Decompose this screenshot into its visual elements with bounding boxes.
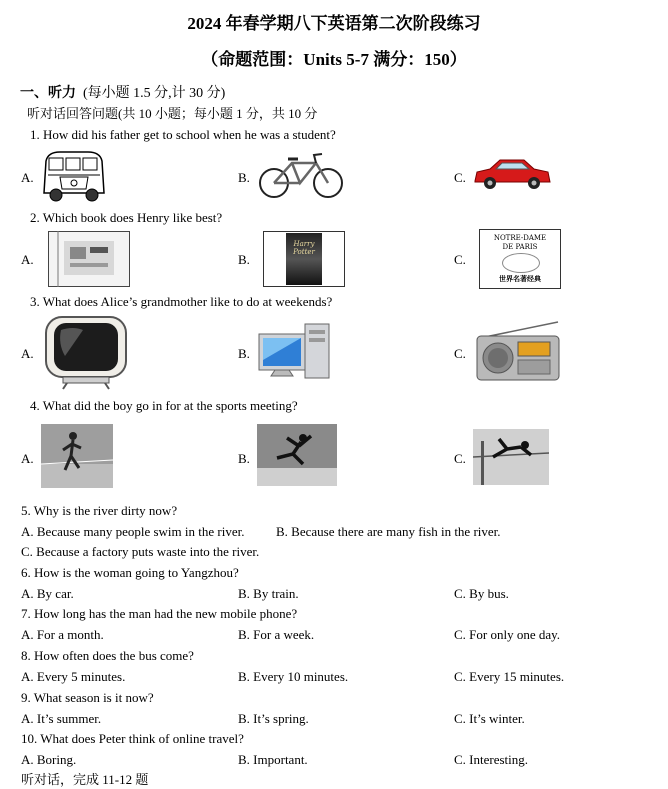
option-4c: C.	[454, 451, 466, 466]
question-2: 2. Which book does Henry like best?	[30, 210, 223, 225]
page-title: 2024 年春学期八下英语第二次阶段练习	[187, 14, 481, 33]
running-photo	[41, 424, 113, 488]
television-icon	[43, 314, 129, 390]
car-icon	[472, 155, 552, 193]
bicycle-icon	[256, 151, 348, 199]
section-note: (每小题 1.5 分,计 30 分)	[83, 86, 226, 101]
option-10c: C. Interesting.	[454, 752, 529, 767]
bus-icon	[40, 149, 108, 203]
question-8: 8. How often does the bus come?	[21, 648, 194, 663]
option-8c: C. Every 15 minutes.	[454, 669, 565, 684]
option-7c: C. For only one day.	[454, 627, 561, 642]
question-5: 5. Why is the river dirty now?	[21, 503, 178, 518]
question-3: 3. What does Alice’s grandmother like to do at weekends?	[30, 294, 333, 309]
book-cover-notre-dame	[479, 229, 561, 289]
harry-potter-title: Harry Potter	[293, 240, 315, 256]
next-section-instructions: 听对话，完成 11-12 题	[21, 772, 149, 787]
page-subtitle: （命题范围：Units 5-7 满分：150）	[201, 50, 467, 69]
option-5b: B. Because there are many fish in the river.	[276, 524, 501, 539]
question-4: 4. What did the boy go in for at the sports meeting?	[30, 398, 298, 413]
option-9c: C. It’s winter.	[454, 711, 525, 726]
option-8b: B. Every 10 minutes.	[238, 669, 349, 684]
option-6a: A. By car.	[21, 586, 74, 601]
book-cover-harry-potter	[263, 231, 345, 287]
option-1c: C.	[454, 170, 466, 185]
question-7: 7. How long has the man had the new mobile phone?	[21, 606, 298, 621]
option-9b: B. It’s spring.	[238, 711, 309, 726]
question-6: 6. How is the woman going to Yangzhou?	[21, 565, 239, 580]
option-3b: B.	[238, 346, 250, 361]
option-1b: B.	[238, 170, 250, 185]
section-title: 一、听力	[20, 86, 76, 101]
radio-icon	[474, 320, 562, 382]
notre-dame-line3: 世界名著经典	[499, 275, 541, 283]
computer-icon	[257, 320, 333, 382]
option-1a: A.	[21, 170, 34, 185]
question-9: 9. What season is it now?	[21, 690, 154, 705]
option-7a: A. For a month.	[21, 627, 104, 642]
section-heading	[20, 86, 225, 102]
option-9a: A. It’s summer.	[21, 711, 102, 726]
option-10a: A. Boring.	[21, 752, 77, 767]
option-3a: A.	[21, 346, 34, 361]
option-4a: A.	[21, 451, 34, 466]
high-jump-photo	[473, 429, 549, 485]
long-jump-photo	[257, 424, 337, 486]
option-5c: C. Because a factory puts waste into the river.	[21, 544, 260, 559]
option-10b: B. Important.	[238, 752, 308, 767]
option-2a: A.	[21, 252, 34, 267]
question-1: 1. How did his father get to school when he was a student?	[30, 127, 336, 142]
option-6c: C. By bus.	[454, 586, 509, 601]
option-5a: A. Because many people swim in the river.	[21, 524, 245, 539]
question-10: 10. What does Peter think of online travel?	[21, 731, 244, 746]
option-6b: B. By train.	[238, 586, 299, 601]
option-3c: C.	[454, 346, 466, 361]
instructions: 听对话回答问题(共 10 小题；每小题 1 分，共 10 分	[27, 106, 318, 121]
notre-dame-line2: DE PARIS	[502, 243, 538, 251]
option-4b: B.	[238, 451, 250, 466]
option-2c: C.	[454, 252, 466, 267]
book-cover-a	[48, 231, 130, 287]
option-7b: B. For a week.	[238, 627, 315, 642]
notre-dame-line1: NOTRE-DAME	[493, 234, 547, 242]
option-8a: A. Every 5 minutes.	[21, 669, 126, 684]
option-2b: B.	[238, 252, 250, 267]
